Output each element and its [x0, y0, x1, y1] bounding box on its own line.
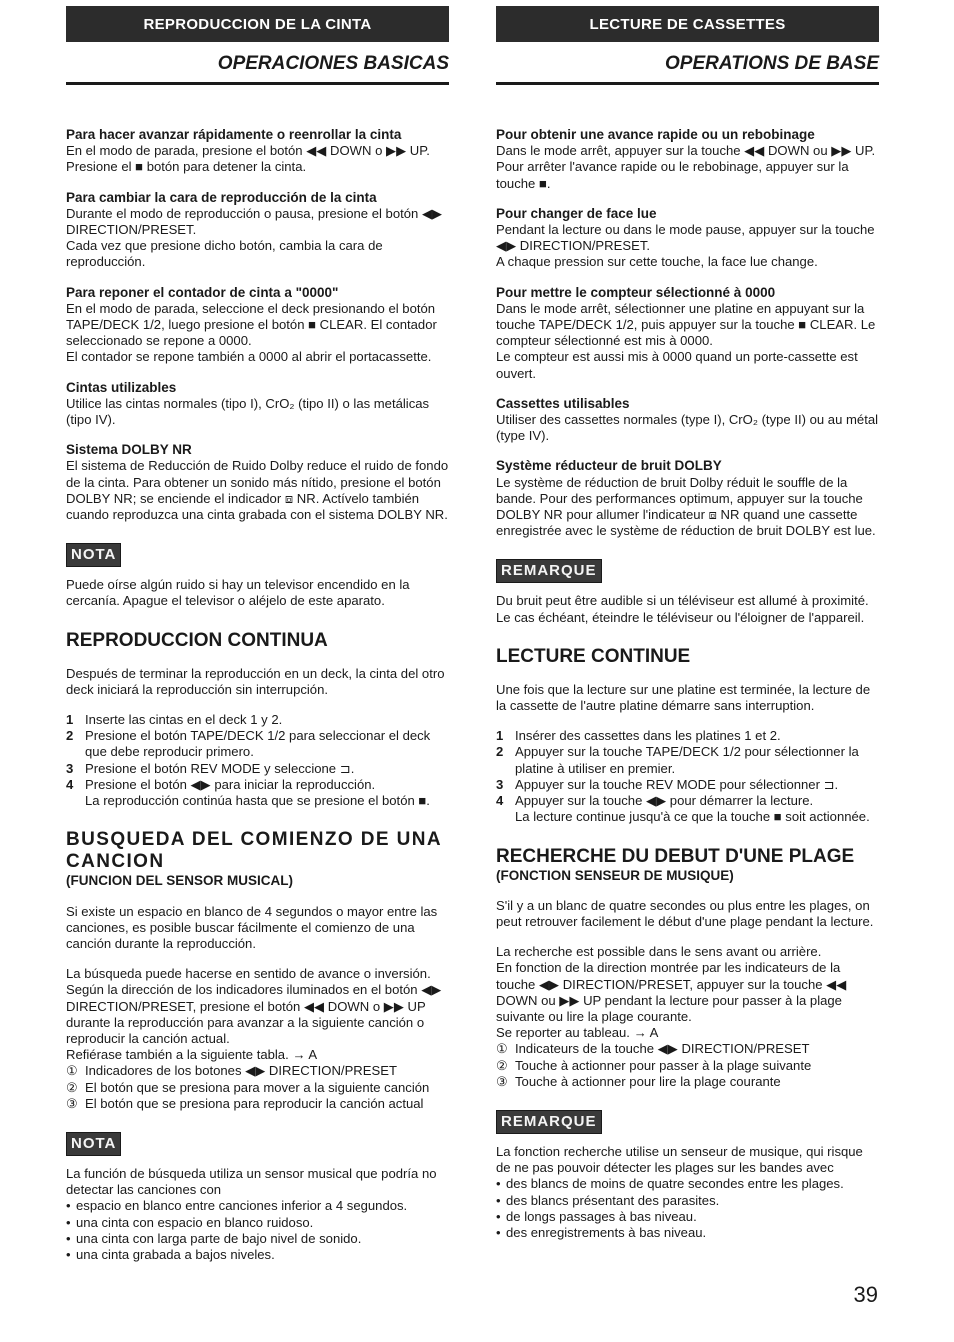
music-search-text: Si existe un espacio en blanco de 4 segundos o mayor entre las canciones, es posible buscar fácilmente el comienzo de una canción durante la reproducción. — [66, 903, 438, 951]
section-header-bar: LECTURE DE CASSETTES — [496, 6, 879, 42]
dolby-heading: Sistema DOLBY NR — [66, 442, 192, 458]
music-search-subheading: (FUNCION DEL SENSOR MUSICAL) — [66, 873, 294, 889]
dolby-text: Le système de réduction de bruit Dolby réduit le souffle de la bande. Pour des performances optimum, appuyer sur la touche DOLBY NR pour allumer l'indicateur ⧈ NR quand une cassette enregistrée avec le système de réduction de bruit DOLBY est lue. — [496, 474, 876, 539]
continuous-play-heading: REPRODUCCION CONTINUA — [66, 629, 328, 651]
change-side-text: Pendant la lecture ou dans le mode pause, appuyer sur la touche ◀▶ DIRECTION/PRESET. — [496, 222, 875, 254]
step-item: 1 Insérer des cassettes dans les platines 1 et 2. — [496, 728, 781, 744]
note-text: Puede oírse algún ruido si hay un televisor encendido en la cercanía. Apague el televisor o aléjelo de este aparato. — [66, 577, 410, 609]
french-column — [496, 6, 879, 1241]
step-item: 3 Presione el botón REV MODE y seleccione ⊐. — [66, 760, 355, 776]
callout-list — [66, 1063, 449, 1112]
callout-item: ① Indicadores de los botones ◀▶ DIRECTION/PRESET — [66, 1063, 397, 1079]
callout-item: ② Touche à actionner pour passer à la plage suivante — [496, 1057, 812, 1073]
fast-forward-heading: Para hacer avanzar rápidamente o reenrollar la cinta — [66, 127, 402, 142]
step-item: 1 Inserte las cintas en el deck 1 y 2. — [66, 712, 283, 728]
note-bullets — [66, 1198, 449, 1263]
counter-reset-text: Dans le mode arrêt, sélectionner une platine en appuyant sur la touche TAPE/DECK 1/2, puis appuyer sur la touche ■ CLEAR. Le compteur sélectionné est mis à 0000. — [496, 300, 876, 349]
music-search-text: S'il y a un blanc de quatre secondes ou plus entre les plages, on peut retrouver facilement le début d'une plage pendant la lecture. — [496, 897, 874, 929]
usable-tapes-heading: Cintas utilizables — [66, 379, 177, 395]
note-badge: REMARQUE — [496, 559, 602, 583]
callout-item: ② El botón que se presiona para mover a la siguiente canción — [66, 1079, 430, 1095]
list-item: • des enregistrements à bas niveau. — [496, 1224, 707, 1240]
list-item: • una cinta con espacio en blanco ruidoso. — [66, 1214, 314, 1230]
step-item: 3 Appuyer sur la touche REV MODE pour sélectionner ⊐. — [496, 776, 839, 792]
counter-reset-heading: Pour mettre le compteur sélectionné à 0000 — [496, 284, 776, 300]
music-search-heading: BUSQUEDA DEL COMIENZO DE UNA CANCION — [66, 829, 442, 873]
list-item: • des blancs présentant des parasites. — [496, 1192, 720, 1208]
callout-list — [496, 1041, 879, 1090]
change-side-heading: Pour changer de face lue — [496, 205, 657, 221]
spanish-column — [66, 6, 449, 1263]
counter-reset-heading: Para reponer el contador de cinta a "0000" — [66, 284, 339, 300]
list-item: • de longs passages à bas niveau. — [496, 1208, 697, 1224]
section-header-bar: REPRODUCCION DE LA CINTA — [66, 6, 449, 42]
page-number: 39 — [853, 1282, 878, 1307]
continuous-play-steps — [496, 728, 879, 825]
usable-tapes-text: Utiliser des cassettes normales (type I), CrO₂ (type II) ou au métal (type IV). — [496, 412, 879, 444]
note-text: La fonction recherche utilise un senseur de musique, qui risque de ne pas pouvoir détecter les plages sur les bandes avec — [496, 1143, 863, 1176]
callout-item: ③ El botón que se presiona para reproducir la canción actual — [66, 1095, 424, 1111]
spanish-content — [66, 127, 449, 1263]
table-reference: Refiérase también a la siguiente tabla. → A — [66, 1047, 318, 1063]
note-badge: NOTA — [66, 1132, 121, 1156]
section-subtitle: OPERACIONES BASICAS — [66, 53, 449, 85]
section-subtitle: OPERATIONS DE BASE — [496, 53, 879, 85]
note-bullets — [496, 1176, 879, 1241]
french-content — [496, 127, 879, 1241]
note-badge: REMARQUE — [496, 1110, 602, 1134]
note-text: Du bruit peut être audible si un téléviseur est allumé à proximité. Le cas échéant, éteindre le téléviseur ou l'éloigner de l'appareil. — [496, 593, 869, 625]
list-item: • espacio en blanco entre canciones inferior a 4 segundos. — [66, 1198, 408, 1214]
dolby-heading: Système réducteur de bruit DOLBY — [496, 458, 722, 474]
continuous-play-heading: LECTURE CONTINUE — [496, 645, 691, 667]
note-text: La función de búsqueda utiliza un sensor musical que podría no detectar las canciones con — [66, 1165, 437, 1198]
counter-reset-text-2: El contador se repone también a 0000 al abrir el portacassette. — [66, 349, 432, 365]
change-side-heading: Para cambiar la cara de reproducción de la cinta — [66, 189, 377, 205]
change-side-text-2: A chaque pression sur cette touche, la face lue change. — [496, 254, 818, 270]
fast-forward-text: Dans le mode arrêt, appuyer sur la touche ◀◀ DOWN ou ▶▶ UP. Pour arrêter l'avance rapide ou le rebobinage, appuyer sur la touche ■. — [496, 143, 876, 191]
dolby-text: El sistema de Reducción de Ruido Dolby reduce el ruido de fondo de la cinta. Para obtener un sonido más nítido, presione el botón DOLBY NR; se enciende el indicador ⧈ NR. Actívelo también cuando reproduzca una cinta grabada con el sistema DOLBY NR. — [66, 458, 449, 523]
music-search-text-2: La búsqueda puede hacerse en sentido de avance o inversión. — [66, 966, 431, 982]
continuous-play-intro: Une fois que la lecture sur une platine est terminée, la lecture de la cassette de l'autre platine démarre sans interruption. — [496, 681, 871, 714]
usable-tapes-heading: Cassettes utilisables — [496, 395, 630, 411]
continuous-play-intro: Después de terminar la reproducción en un deck, la cinta del otro deck iniciará la reproducción sin interrupción. — [66, 665, 445, 697]
list-item: • una cinta grabada a bajos niveles. — [66, 1246, 275, 1262]
step-item: 4 Appuyer sur la touche ◀▶ pour démarrer la lecture. La lecture continue jusqu'à ce que la touche ■ soit actionnée. — [496, 793, 870, 825]
music-search-text-3: En fonction de la direction montrée par les indicateurs de la touche ◀▶ DIRECTION/PRESET, appuyer sur la touche ◀◀ DOWN ou ▶▶ UP pendant la lecture pour passer à la plage suivante ou lire la plage courante. — [496, 960, 847, 1024]
music-search-text-2: La recherche est possible dans le sens avant ou arrière. — [496, 944, 822, 960]
callout-item: ③ Touche à actionner pour lire la plage courante — [496, 1073, 781, 1089]
fast-forward-text: En el modo de parada, presione el botón ◀◀ DOWN o ▶▶ UP. Presione el ■ botón para detener la cinta. — [66, 143, 430, 175]
counter-reset-text-2: Le compteur est aussi mis à 0000 quand un porte-cassette est ouvert. — [496, 349, 858, 381]
step-item: 2 Appuyer sur la touche TAPE/DECK 1/2 pour sélectionner la platine à utiliser en premier. — [496, 744, 859, 776]
note-badge: NOTA — [66, 543, 121, 567]
fast-forward-heading: Pour obtenir une avance rapide ou un rebobinage — [496, 127, 815, 142]
counter-reset-text: En el modo de parada, seleccione el deck presionando el botón TAPE/DECK 1/2, luego presione el botón ■ CLEAR. El contador seleccionado se repone a 0000. — [66, 300, 437, 349]
continuous-play-steps — [66, 712, 449, 809]
step-item: 2 Presione el botón TAPE/DECK 1/2 para seleccionar el deck que debe reproducir primero. — [66, 728, 431, 760]
change-side-text-2: Cada vez que presione dicho botón, cambia la cara de reproducción. — [66, 238, 383, 270]
music-search-text-3: Según la dirección de los indicadores iluminados en el botón ◀▶ DIRECTION/PRESET, presione el botón ◀◀ DOWN o ▶▶ UP durante la reproducción para avanzar a la siguiente canción o reproducir la canción actual. — [66, 982, 442, 1046]
step-item: 4 Presione el botón ◀▶ para iniciar la reproducción. La reproducción continúa hasta que se presione el botón ■. — [66, 776, 430, 809]
usable-tapes-text: Utilice las cintas normales (tipo I), CrO₂ (tipo II) o las metálicas (tipo IV). — [66, 395, 430, 428]
music-search-subheading: (FONCTION SENSEUR DE MUSIQUE) — [496, 867, 734, 883]
list-item: • des blancs de moins de quatre secondes entre les plages. — [496, 1176, 844, 1192]
change-side-text: Durante el modo de reproducción o pausa, presione el botón ◀▶ DIRECTION/PRESET. — [66, 205, 443, 238]
table-reference: Se reporter au tableau. → A — [496, 1025, 659, 1041]
callout-item: ① Indicateurs de la touche ◀▶ DIRECTION/PRESET — [496, 1041, 810, 1057]
list-item: • una cinta con larga parte de bajo nivel de sonido. — [66, 1230, 362, 1246]
music-search-heading: RECHERCHE DU DEBUT D'UNE PLAGE — [496, 845, 855, 867]
